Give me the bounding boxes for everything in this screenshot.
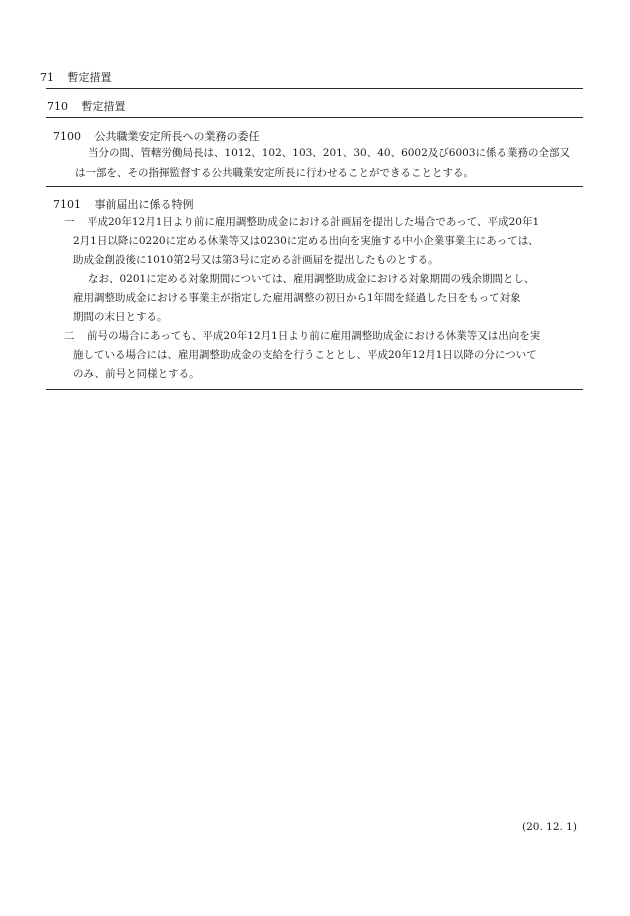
chapter-rule xyxy=(46,88,583,89)
item-1-line-1: 平成20年12月1日より前に雇用調整助成金における計画届を提出した場合であって、平成20年1 xyxy=(87,216,540,228)
subsection-7100-line-1: 当分の間、管轄労働局長は、1012、102、103、201、30、40、6002及び6003に係る業務の全部又 xyxy=(88,147,571,159)
subsection-7101-number: 7101 xyxy=(53,198,81,211)
item-2-marker: 二 xyxy=(64,330,75,342)
item-2-line-2: 施している場合には、雇用調整助成金の支給を行うこととし、平成20年12月1日以降の分について xyxy=(73,349,537,361)
footer-date: (20. 12. 1) xyxy=(522,821,577,833)
chapter-number: 71 xyxy=(40,71,54,84)
item-1-para2-line-2: 雇用調整助成金における事業主が指定した雇用調整の初日から1年間を経過した日をもって対象 xyxy=(73,292,521,304)
subsection-7100-rule xyxy=(46,186,583,187)
subsection-7101-heading xyxy=(53,196,194,212)
item-2-line-3: のみ、前号と同様とする。 xyxy=(73,368,200,380)
subsection-7100-heading xyxy=(53,128,260,144)
section-heading xyxy=(47,98,126,114)
item-1-para2-line-3: 期間の末日とする。 xyxy=(73,311,168,323)
item-1-para2-line-1: なお、0201に定める対象期間については、雇用調整助成金における対象期間の残余期間とし、 xyxy=(88,273,535,285)
subsection-7101-title: 事前届出に係る特例 xyxy=(94,198,194,211)
chapter-title: 暫定措置 xyxy=(67,71,112,84)
subsection-7100-number: 7100 xyxy=(53,130,81,143)
subsection-7100-title: 公共職業安定所長への業務の委任 xyxy=(94,130,260,143)
section-title: 暫定措置 xyxy=(81,100,126,113)
item-1-line-3: 助成金創設後に1010第2号又は第3号に定める計画届を提出したものとする。 xyxy=(73,254,439,266)
section-number: 710 xyxy=(47,100,68,113)
section-rule xyxy=(46,117,583,118)
chapter-heading xyxy=(40,69,112,85)
subsection-7100-line-2: は一部を、その指揮監督する公共職業安定所長に行わせることができることとする。 xyxy=(75,167,474,179)
item-1-line-2: 2月1日以降に0220に定める休業等又は0230に定める出向を実施する中小企業事業主にあっては、 xyxy=(73,235,539,247)
item-1-marker: 一 xyxy=(64,216,75,228)
subsection-7101-rule xyxy=(46,389,583,390)
item-2-line-1: 前号の場合にあっても、平成20年12月1日より前に雇用調整助成金における休業等又は出向を実 xyxy=(87,330,541,342)
